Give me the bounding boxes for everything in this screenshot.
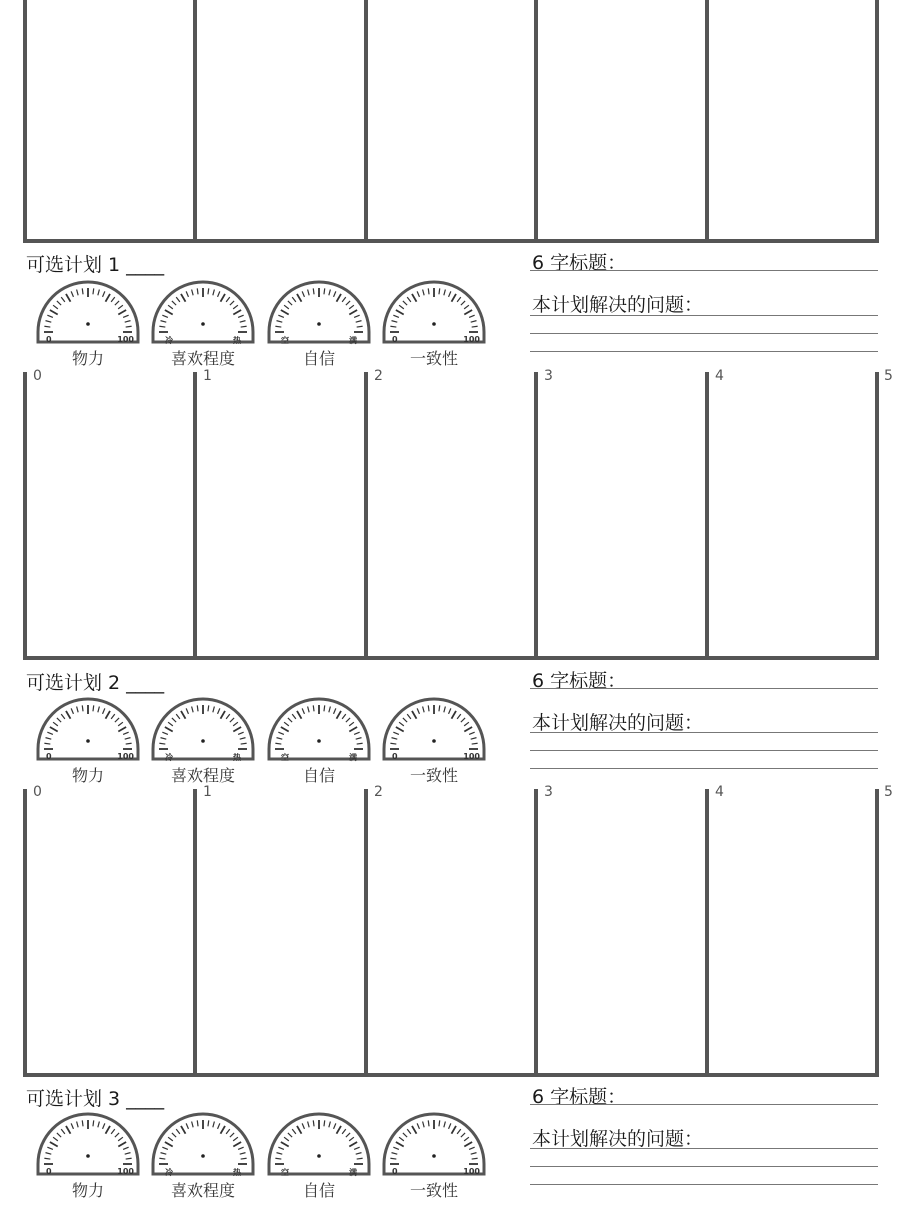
- six-char-title-label: 6 字标题：: [532, 252, 627, 274]
- scale-number: 1: [203, 784, 212, 800]
- problem-label: 本计划解决的问题：: [532, 1128, 704, 1150]
- gauge-tick: [275, 743, 281, 744]
- scale-number: 3: [544, 368, 553, 384]
- gauge-consistency[interactable]: [380, 280, 488, 368]
- gauge-max-label: 100: [463, 752, 480, 761]
- gauge-min-label: 0: [46, 335, 52, 344]
- gauge-consistency[interactable]: [380, 697, 488, 785]
- gauge-tick: [93, 1120, 94, 1126]
- gauge-tick: [159, 743, 165, 744]
- scale-number: 5: [884, 368, 893, 384]
- gauge-tick: [428, 705, 429, 711]
- scale-number: 5: [884, 784, 893, 800]
- gauge-max-label: 100: [463, 1167, 480, 1176]
- gauge-tick: [44, 326, 50, 327]
- gauge-min-label: 0: [392, 335, 398, 344]
- gauge-center-dot: [317, 1154, 321, 1158]
- gauge-tick: [313, 1120, 314, 1126]
- gauge-tick: [390, 1158, 396, 1159]
- gauge-tick: [126, 1158, 132, 1159]
- six-char-title-line[interactable]: [530, 270, 878, 271]
- gauge-center-dot: [432, 322, 436, 326]
- gauge-tick: [93, 705, 94, 711]
- gauge-confidence[interactable]: [265, 280, 373, 368]
- plan-title: 可选计划 1 ____: [26, 254, 165, 276]
- gauge-tick: [82, 1120, 83, 1126]
- gauge-max-label: 满: [349, 336, 357, 345]
- gauge-tick: [439, 705, 440, 711]
- gauge-tick: [472, 326, 478, 327]
- gauge-center-dot: [201, 1154, 205, 1158]
- gauge-min-label: 0: [392, 1167, 398, 1176]
- plan-title: 可选计划 2 ____: [26, 672, 165, 694]
- gauge-label: 自信: [302, 766, 335, 785]
- scale-number: 0: [33, 784, 42, 800]
- gauge-label: 物力: [71, 349, 104, 368]
- gauge-tick: [313, 288, 314, 294]
- six-char-title-label: 6 字标题：: [532, 670, 627, 692]
- six-char-title-line[interactable]: [530, 1104, 878, 1105]
- gauge-tick: [324, 1120, 325, 1126]
- problem-line[interactable]: [530, 1166, 878, 1167]
- gauge-resources[interactable]: [34, 280, 142, 368]
- gauge-tick: [275, 1158, 281, 1159]
- gauge-tick: [93, 288, 94, 294]
- gauge-tick: [428, 288, 429, 294]
- problem-line[interactable]: [530, 768, 878, 769]
- scale-number: 1: [203, 368, 212, 384]
- gauge-tick: [357, 743, 363, 744]
- gauge-confidence[interactable]: [265, 1112, 373, 1200]
- gauge-label: 喜欢程度: [170, 766, 235, 785]
- gauge-label: 物力: [71, 1181, 104, 1200]
- gauge-tick: [197, 288, 198, 294]
- gauge-tick: [197, 1120, 198, 1126]
- gauge-resources[interactable]: [34, 1112, 142, 1200]
- six-char-title-line[interactable]: [530, 688, 878, 689]
- gauge-tick: [208, 705, 209, 711]
- gauge-consistency[interactable]: [380, 1112, 488, 1200]
- scale-number: 3: [544, 784, 553, 800]
- gauge-label: 喜欢程度: [170, 349, 235, 368]
- gauge-tick: [241, 1158, 247, 1159]
- gauge-max-label: 100: [117, 335, 134, 344]
- gauge-label: 喜欢程度: [170, 1181, 235, 1200]
- gauge-label: 物力: [71, 766, 104, 785]
- scale-number: 0: [33, 368, 42, 384]
- gauge-max-label: 满: [349, 753, 357, 762]
- gauge-center-dot: [201, 739, 205, 743]
- scale-number: 4: [715, 368, 724, 384]
- gauge-tick: [324, 705, 325, 711]
- gauge-tick: [82, 705, 83, 711]
- gauge-tick: [126, 743, 132, 744]
- gauge-min-label: 冷: [165, 336, 173, 345]
- gauge-tick: [472, 1158, 478, 1159]
- problem-line[interactable]: [530, 315, 878, 316]
- gauge-min-label: 空: [281, 1168, 289, 1177]
- gauge-tick: [390, 743, 396, 744]
- scale-number: 4: [715, 784, 724, 800]
- gauge-tick: [439, 288, 440, 294]
- gauge-label: 一致性: [409, 349, 458, 368]
- gauge-tick: [313, 705, 314, 711]
- gauge-tick: [208, 1120, 209, 1126]
- gauge-tick: [390, 326, 396, 327]
- scale-number: 2: [374, 368, 383, 384]
- gauge-tick: [275, 326, 281, 327]
- problem-line[interactable]: [530, 1184, 878, 1185]
- gauge-center-dot: [317, 322, 321, 326]
- gauge-center-dot: [86, 739, 90, 743]
- plan-title: 可选计划 3 ____: [26, 1088, 165, 1110]
- gauge-center-dot: [432, 739, 436, 743]
- gauge-max-label: 100: [117, 752, 134, 761]
- gauge-max-label: 热: [233, 753, 241, 762]
- problem-label: 本计划解决的问题：: [532, 294, 704, 316]
- gauge-center-dot: [86, 1154, 90, 1158]
- gauge-center-dot: [317, 739, 321, 743]
- problem-line[interactable]: [530, 732, 878, 733]
- gauge-max-label: 100: [117, 1167, 134, 1176]
- gauge-tick: [44, 743, 50, 744]
- gauge-tick: [357, 326, 363, 327]
- gauge-min-label: 0: [46, 1167, 52, 1176]
- gauge-label: 一致性: [409, 1181, 458, 1200]
- scale-number: 2: [374, 784, 383, 800]
- gauge-label: 一致性: [409, 766, 458, 785]
- gauge-label: 自信: [302, 1181, 335, 1200]
- gauge-tick: [159, 1158, 165, 1159]
- gauge-max-label: 热: [233, 1168, 241, 1177]
- gauge-tick: [82, 288, 83, 294]
- gauge-liking[interactable]: [149, 697, 257, 785]
- gauge-tick: [439, 1120, 440, 1126]
- gauge-label: 自信: [302, 349, 335, 368]
- gauge-center-dot: [432, 1154, 436, 1158]
- gauge-tick: [241, 743, 247, 744]
- gauge-tick: [241, 326, 247, 327]
- gauge-min-label: 冷: [165, 1168, 173, 1177]
- problem-label: 本计划解决的问题：: [532, 712, 704, 734]
- gauge-tick: [472, 743, 478, 744]
- gauge-min-label: 0: [46, 752, 52, 761]
- gauge-tick: [159, 326, 165, 327]
- gauge-tick: [197, 705, 198, 711]
- gauge-liking[interactable]: [149, 1112, 257, 1200]
- gauge-min-label: 空: [281, 753, 289, 762]
- gauge-center-dot: [201, 322, 205, 326]
- gauge-tick: [324, 288, 325, 294]
- gauge-max-label: 100: [463, 335, 480, 344]
- problem-line[interactable]: [530, 750, 878, 751]
- six-char-title-label: 6 字标题：: [532, 1086, 627, 1108]
- gauge-tick: [126, 326, 132, 327]
- gauge-max-label: 满: [349, 1168, 357, 1177]
- gauge-tick: [44, 1158, 50, 1159]
- problem-line[interactable]: [530, 351, 878, 352]
- gauge-min-label: 冷: [165, 753, 173, 762]
- problem-line[interactable]: [530, 333, 878, 334]
- gauge-liking[interactable]: [149, 280, 257, 368]
- gauge-tick: [428, 1120, 429, 1126]
- gauge-min-label: 0: [392, 752, 398, 761]
- gauge-max-label: 热: [233, 336, 241, 345]
- gauge-tick: [357, 1158, 363, 1159]
- gauge-center-dot: [86, 322, 90, 326]
- problem-line[interactable]: [530, 1148, 878, 1149]
- gauge-resources[interactable]: [34, 697, 142, 785]
- gauge-tick: [208, 288, 209, 294]
- gauge-confidence[interactable]: [265, 697, 373, 785]
- gauge-min-label: 空: [281, 336, 289, 345]
